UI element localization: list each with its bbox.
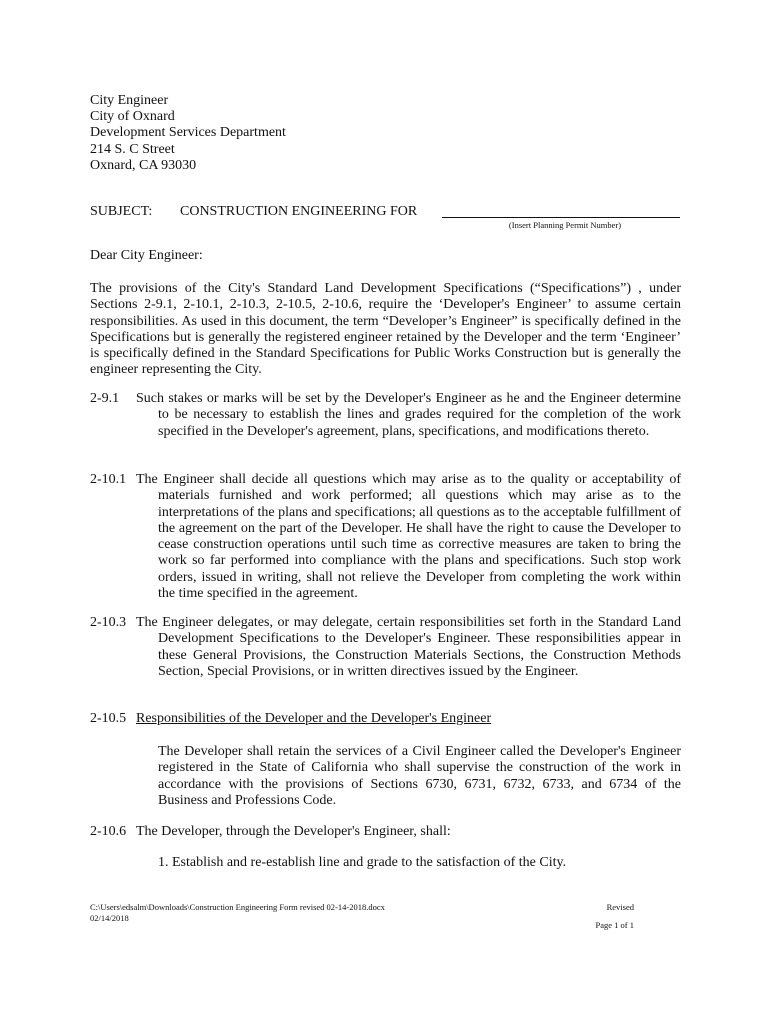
section-number: 2-10.1 xyxy=(90,472,127,487)
address-line: City of Oxnard xyxy=(90,109,175,125)
permit-number-note: (Insert Planning Permit Number) xyxy=(508,220,622,230)
subject-line xyxy=(90,204,417,220)
subject-label: SUBJECT: xyxy=(90,204,153,219)
section-text: The Developer, through the Developer's Engineer, shall: xyxy=(136,824,451,839)
greeting: Dear City Engineer: xyxy=(90,248,203,263)
address-line: City Engineer xyxy=(90,93,169,108)
section-2-10-5-heading xyxy=(90,711,491,727)
section-text: The Engineer shall decide all questions which may arise as to the quality or acceptability of materials furnished and work performed; all questions which may arise as to the interpretations of the plans and specifications; all questions as to the acceptable fulfillment of the agreement on the part of the Developer. He shall have the right to cause the Developer to cease construction operations until such time as corrective measures are taken to bring the work so far performed into compliance with the plans and specifications. Such stop work orders, issued in writing, shall not relieve the Developer from completing the work within the time specified in the agreement. xyxy=(136,472,681,602)
section-2-10-3 xyxy=(90,615,681,680)
footer-file-info xyxy=(90,902,385,923)
section-text: Such stakes or marks will be set by the Developer's Engineer as he and the Engineer determine to be necessary to establish the lines and grades required for the completion of the work specified in the Developer's agreement, plans, specifications, and modifications thereto. xyxy=(136,391,681,439)
section-2-9-1 xyxy=(90,391,681,440)
footer-page-info xyxy=(560,902,634,931)
address-line: Development Services Department xyxy=(90,125,286,141)
section-number: 2-9.1 xyxy=(90,391,120,406)
intro-paragraph: The provisions of the City's Standard Land Development Specifications (“Specifications”) , under Sections 2-9.1, 2-10.1, 2-10.3, 2-10.5, 2-10.6, require the ‘Developer's Engineer’ to assume certain responsibilities. As used in this document, the term “Developer’s Engineer” is specifically defined in the Specifications but is generally the registered engineer retained by the Developer and the term ‘Engineer’ is specifically defined in the Standard Specifications for Public Works Construction but is generally the engineer representing the City. xyxy=(90,281,681,378)
subject-text: CONSTRUCTION ENGINEERING FOR xyxy=(180,204,418,219)
permit-number-blank[interactable] xyxy=(442,217,680,218)
recipient-address xyxy=(90,93,286,174)
section-title: Responsibilities of the Developer and the Developer's Engineer xyxy=(136,711,492,726)
footer-file-path: C:\Users\edsalm\Downloads\Construction Engineering Form revised 02-14-2018.docx xyxy=(90,902,385,912)
section-2-10-5-text: The Developer shall retain the services of a Civil Engineer called the Developer's Engineer registered in the State of California who shall supervise the construction of the work in accordance with the provisions of Sections 6730, 6731, 6732, 6733, and 6734 of the Business and Professions Code. xyxy=(158,744,681,808)
address-line: Oxnard, CA 93030 xyxy=(90,157,197,173)
section-number: 2-10.5 xyxy=(90,711,127,726)
footer-revised: Revised xyxy=(606,902,634,912)
section-number: 2-10.6 xyxy=(90,824,127,839)
section-2-10-6-heading xyxy=(90,824,451,840)
list-item: 1. Establish and re-establish line and grade to the satisfaction of the City. xyxy=(158,855,567,870)
footer-date: 02/14/2018 xyxy=(90,912,129,923)
section-text: The Engineer delegates, or may delegate, certain responsibilities set forth in the Standard Land Development Specifications to the Developer's Engineer. These responsibilities appear in these General Provisions, the Construction Materials Sections, the Construction Methods Section, Special Provisions, or in written directives issued by the Engineer. xyxy=(136,615,681,679)
footer-page-number: Page 1 of 1 xyxy=(595,920,634,930)
address-line: 214 S. C Street xyxy=(90,141,175,157)
section-2-10-1 xyxy=(90,472,681,602)
section-number: 2-10.3 xyxy=(90,615,127,630)
